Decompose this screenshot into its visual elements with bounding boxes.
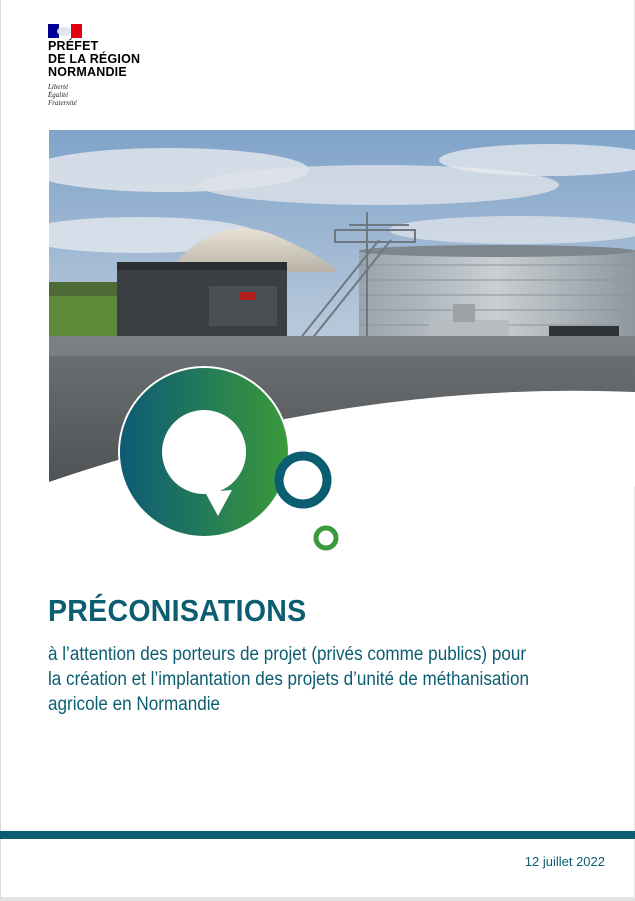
logo-line-1: PRÉFET	[48, 39, 99, 53]
page-left-edge	[0, 0, 1, 901]
logo-line-3: NORMANDIE	[48, 65, 127, 79]
motto-egalite: Égalité	[48, 91, 69, 99]
motto-liberte: Liberté	[48, 83, 69, 91]
french-flag-icon	[48, 24, 82, 38]
motto-fraternite: Fraternité	[48, 99, 77, 107]
page-bottom-edge	[0, 897, 635, 901]
cover-photo	[49, 130, 635, 486]
footer-bar	[0, 831, 635, 839]
document-title: PRÉCONISATIONS	[48, 593, 307, 628]
biogas-plant-photo	[49, 130, 635, 486]
subtitle-line-1: à l’attention des porteurs de projet (privés comme publics) pour	[48, 644, 527, 665]
document-date: 12 juillet 2022	[524, 854, 605, 869]
logo-line-2: DE LA RÉGION	[48, 52, 141, 66]
document-subtitle	[48, 642, 570, 717]
subtitle-line-2: la création et l’implantation des projets d’unité de méthanisation	[48, 669, 529, 690]
small-ring-icon	[316, 528, 336, 548]
subtitle-line-3: agricole en Normandie	[48, 694, 221, 715]
